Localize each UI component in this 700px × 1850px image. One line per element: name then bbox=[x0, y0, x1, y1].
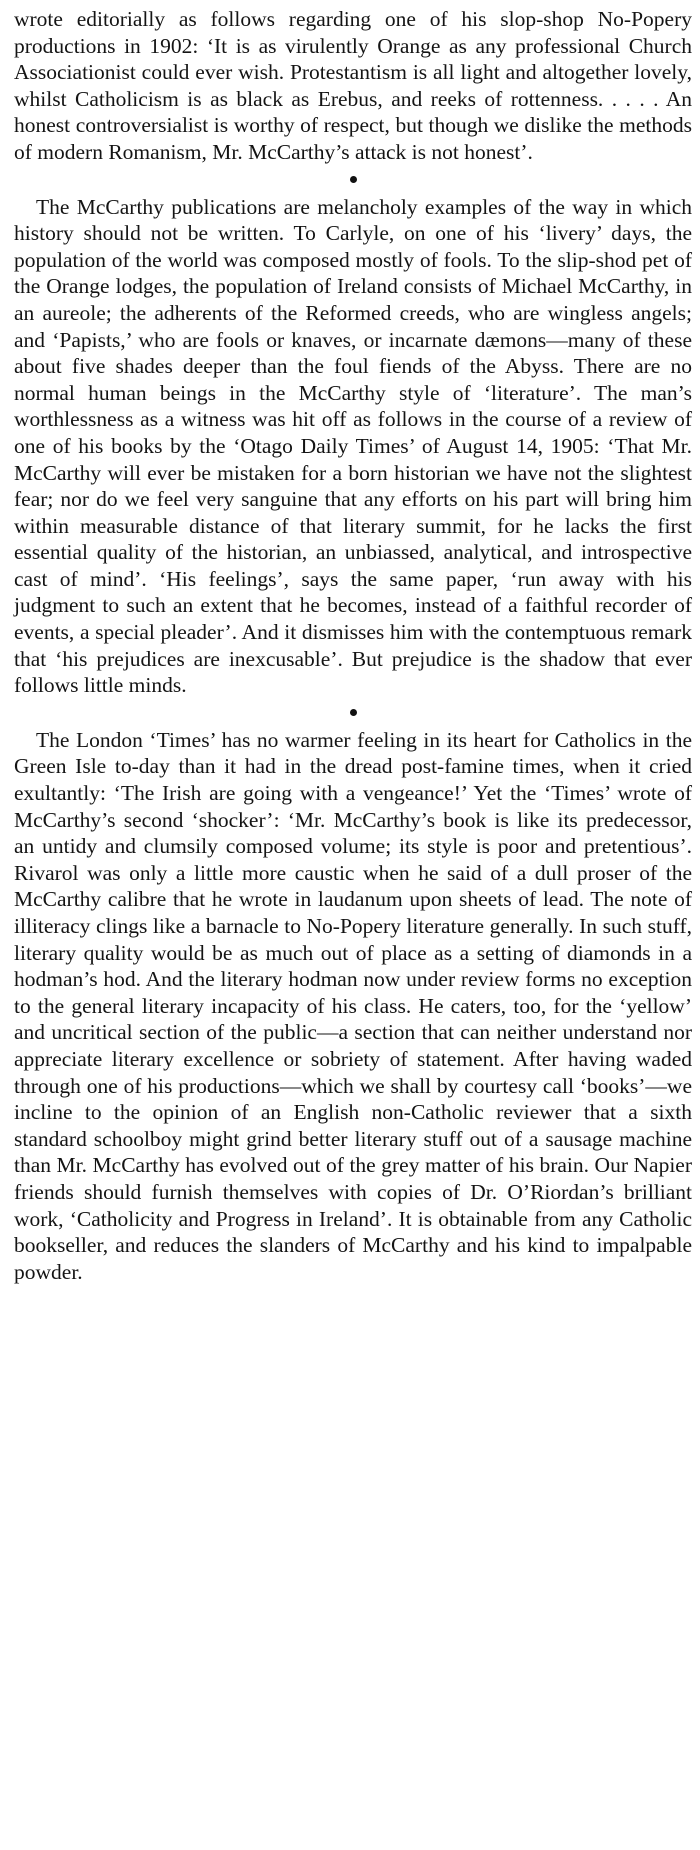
separator-bullet-2 bbox=[14, 699, 692, 727]
bullet-icon bbox=[350, 176, 357, 183]
paragraph-2: The McCarthy publications are melancholy examples of the way in which history should not be written. To Carlyle, on one of his ‘livery’ days, the population of the world was composed mostly of fools. To the slip-shod pet of the Orange lodges, the population of Ireland consists of Michael McCarthy, in an aureole; the adherents of the Reformed creeds, who are wingless angels; and ‘Papists,’ who are fools or knaves, or incarnate dæmons—many of these about five shades deeper than the foul fiends of the Abyss. There are no normal human beings in the McCarthy style of ‘literature’. The man’s worthlessness as a witness was hit off as follows in the course of a review of one of his books by the ‘Otago Daily Times’ of August 14, 1905: ‘That Mr. McCarthy will ever be mistaken for a born historian we have not the slightest fear; nor do we feel very sanguine that any efforts on his part will bring him within measurable distance of that literary summit, for he lacks the first essential quality of the historian, an unbiassed, analytical, and introspective cast of mind’. ‘His feelings’, says the same paper, ‘run away with his judgment to such an extent that he becomes, instead of a faithful recorder of events, a special pleader’. And it dismisses him with the contemptuous remark that ‘his prejudices are inexcusable’. But prejudice is the shadow that ever follows little minds. bbox=[14, 194, 692, 698]
paragraph-3: The London ‘Times’ has no warmer feeling in its heart for Catholics in the Green Isle to-day than it had in the dread post-famine times, when it cried exultantly: ‘The Irish are going with a vengeance!’ Yet the ‘Times’ wrote of McCarthy’s second ‘shocker’: ‘Mr. McCarthy’s book is like its predecessor, an untidy and clumsily composed volume; its style is poor and pretentious’. Rivarol was only a little more caustic when he said of a dull proser of the McCarthy calibre that he wrote in laudanum upon sheets of lead. The note of illiteracy clings like a barnacle to No-Popery literature generally. In such stuff, literary quality would be as much out of place as a setting of diamonds in a hodman’s hod. And the literary hodman now under review forms no exception to the general literary incapacity of his class. He caters, too, for the ‘yellow’ and uncritical section of the public—a section that can neither understand nor appreciate literary excellence or sobriety of statement. After having waded through one of his productions—which we shall by courtesy call ‘books’—we incline to the opinion of an English non-Catholic reviewer that a sixth standard schoolboy might grind better literary stuff out of a sausage machine than Mr. McCarthy has evolved out of the grey matter of his brain. Our Napier friends should furnish themselves with copies of Dr. O’Riordan’s brilliant work, ‘Catholicity and Progress in Ireland’. It is obtainable from any Catholic bookseller, and reduces the slanders of McCarthy and his kind to impalpable powder. bbox=[14, 727, 692, 1284]
bullet-icon bbox=[350, 709, 357, 716]
paragraph-1: wrote editorially as follows regarding one of his slop-shop No-Popery productions in 1902: ‘It is as virulently Orange as any professional Church Associationist could ever wish. Protestantism is all light and altogether lovely, whilst Catholicism is as black as Erebus, and reeks of rottenness. . . . . An honest controversialist is worthy of respect, but though we dislike the methods of modern Romanism, Mr. McCarthy’s attack is not honest’. bbox=[14, 7, 692, 164]
separator-bullet-1 bbox=[14, 166, 692, 194]
